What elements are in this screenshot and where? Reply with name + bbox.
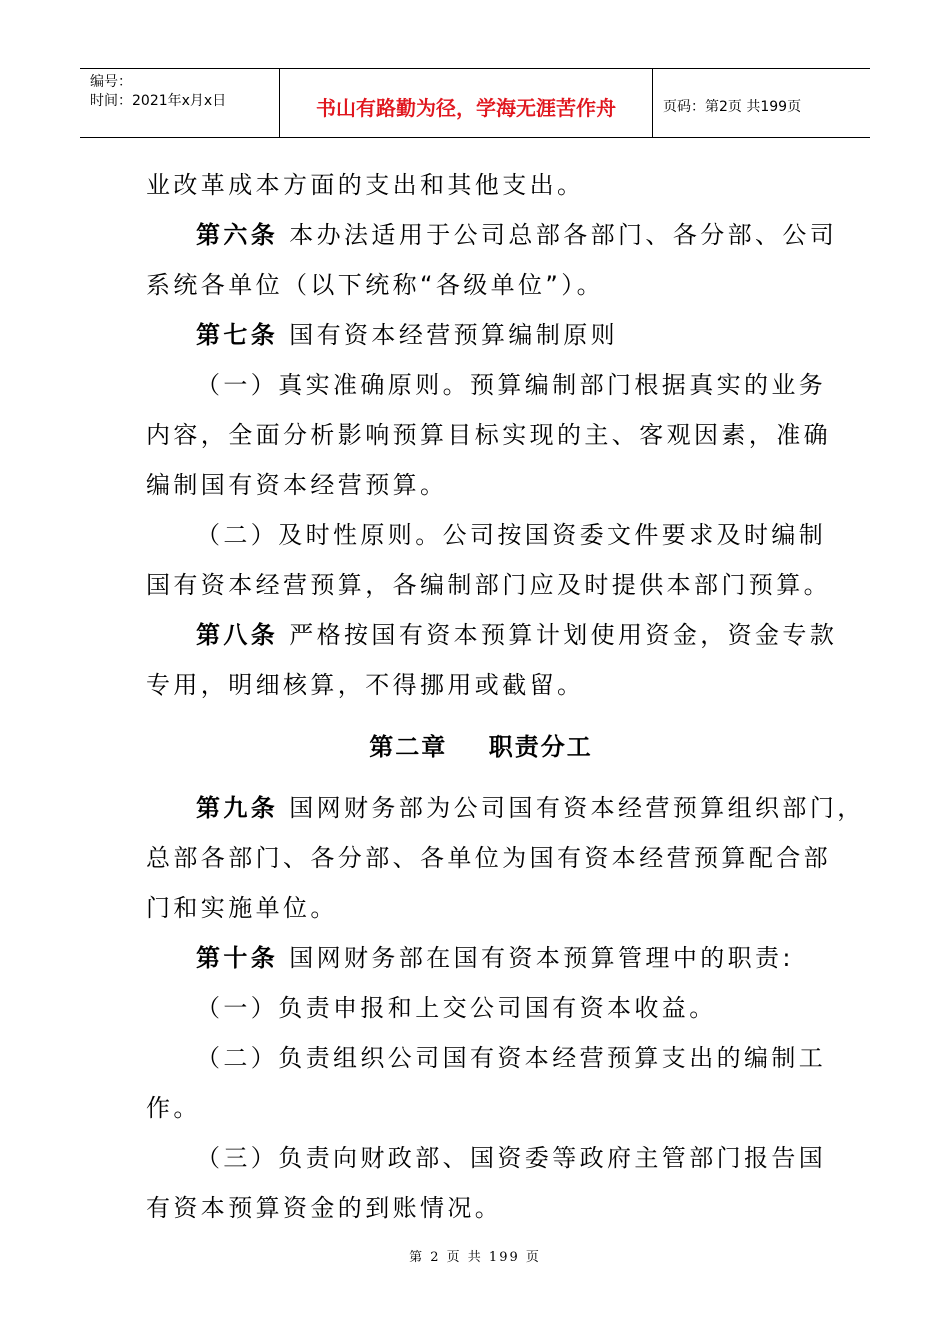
article-heading: 第十条	[196, 944, 279, 972]
paragraph-line: 系统各单位（以下统称“各级单位”）。	[146, 271, 605, 299]
header-page-info: 页码：第2页 共199页	[663, 99, 802, 115]
article-7-line	[196, 320, 618, 350]
article-text: 本办法适用于公司总部各部门、各分部、公司	[278, 221, 838, 249]
paragraph-line: 专用，明细核算，不得挪用或截留。	[146, 671, 585, 699]
page-footer: 第 2 页 共 199 页	[409, 1250, 541, 1265]
document-number-label: 编号：	[90, 74, 132, 90]
document-time-label: 时间：2021年x月x日	[90, 93, 227, 109]
article-text: 国有资本经营预算编制原则	[278, 321, 619, 349]
paragraph-line: 门和实施单位。	[146, 894, 338, 922]
article-text: 国网财务部在国有资本预算管理中的职责:	[278, 944, 794, 972]
paragraph-line: 总部各部门、各分部、各单位为国有资本经营预算配合部	[146, 844, 831, 872]
article-10-line	[196, 943, 794, 973]
chapter-heading: 第二章 职责分工	[369, 733, 593, 761]
article-heading: 第七条	[196, 321, 279, 349]
paragraph-line: 编制国有资本经营预算。	[146, 471, 448, 499]
article-heading: 第六条	[196, 221, 279, 249]
paragraph-line: 业改革成本方面的支出和其他支出。	[146, 171, 585, 199]
article-heading: 第九条	[196, 794, 279, 822]
article-text: 严格按国有资本预算计划使用资金，资金专款	[278, 621, 838, 649]
document-header	[80, 68, 870, 138]
paragraph-line: （一）真实准确原则。预算编制部门根据真实的业务	[196, 371, 827, 399]
paragraph-line: 作。	[146, 1094, 201, 1122]
paragraph-line: 国有资本经营预算，各编制部门应及时提供本部门预算。	[146, 571, 831, 599]
paragraph-line: （二）及时性原则。公司按国资委文件要求及时编制	[196, 521, 827, 549]
paragraph-line: 内容，全面分析影响预算目标实现的主、客观因素，准确	[146, 421, 831, 449]
article-9-line	[196, 793, 865, 823]
paragraph-line: （二）负责组织公司国有资本经营预算支出的编制工	[196, 1044, 827, 1072]
article-heading: 第八条	[196, 621, 279, 649]
article-6-line	[196, 220, 837, 250]
article-8-line	[196, 620, 837, 650]
header-motto: 书山有路勤为径，学海无涯苦作舟	[280, 69, 653, 137]
article-text: 国网财务部为公司国有资本经营预算组织部门，	[278, 794, 865, 822]
paragraph-line: （三）负责向财政部、国资委等政府主管部门报告国	[196, 1144, 827, 1172]
header-meta	[80, 69, 280, 137]
paragraph-line: 有资本预算资金的到账情况。	[146, 1194, 503, 1222]
paragraph-line: （一）负责申报和上交公司国有资本收益。	[196, 994, 717, 1022]
